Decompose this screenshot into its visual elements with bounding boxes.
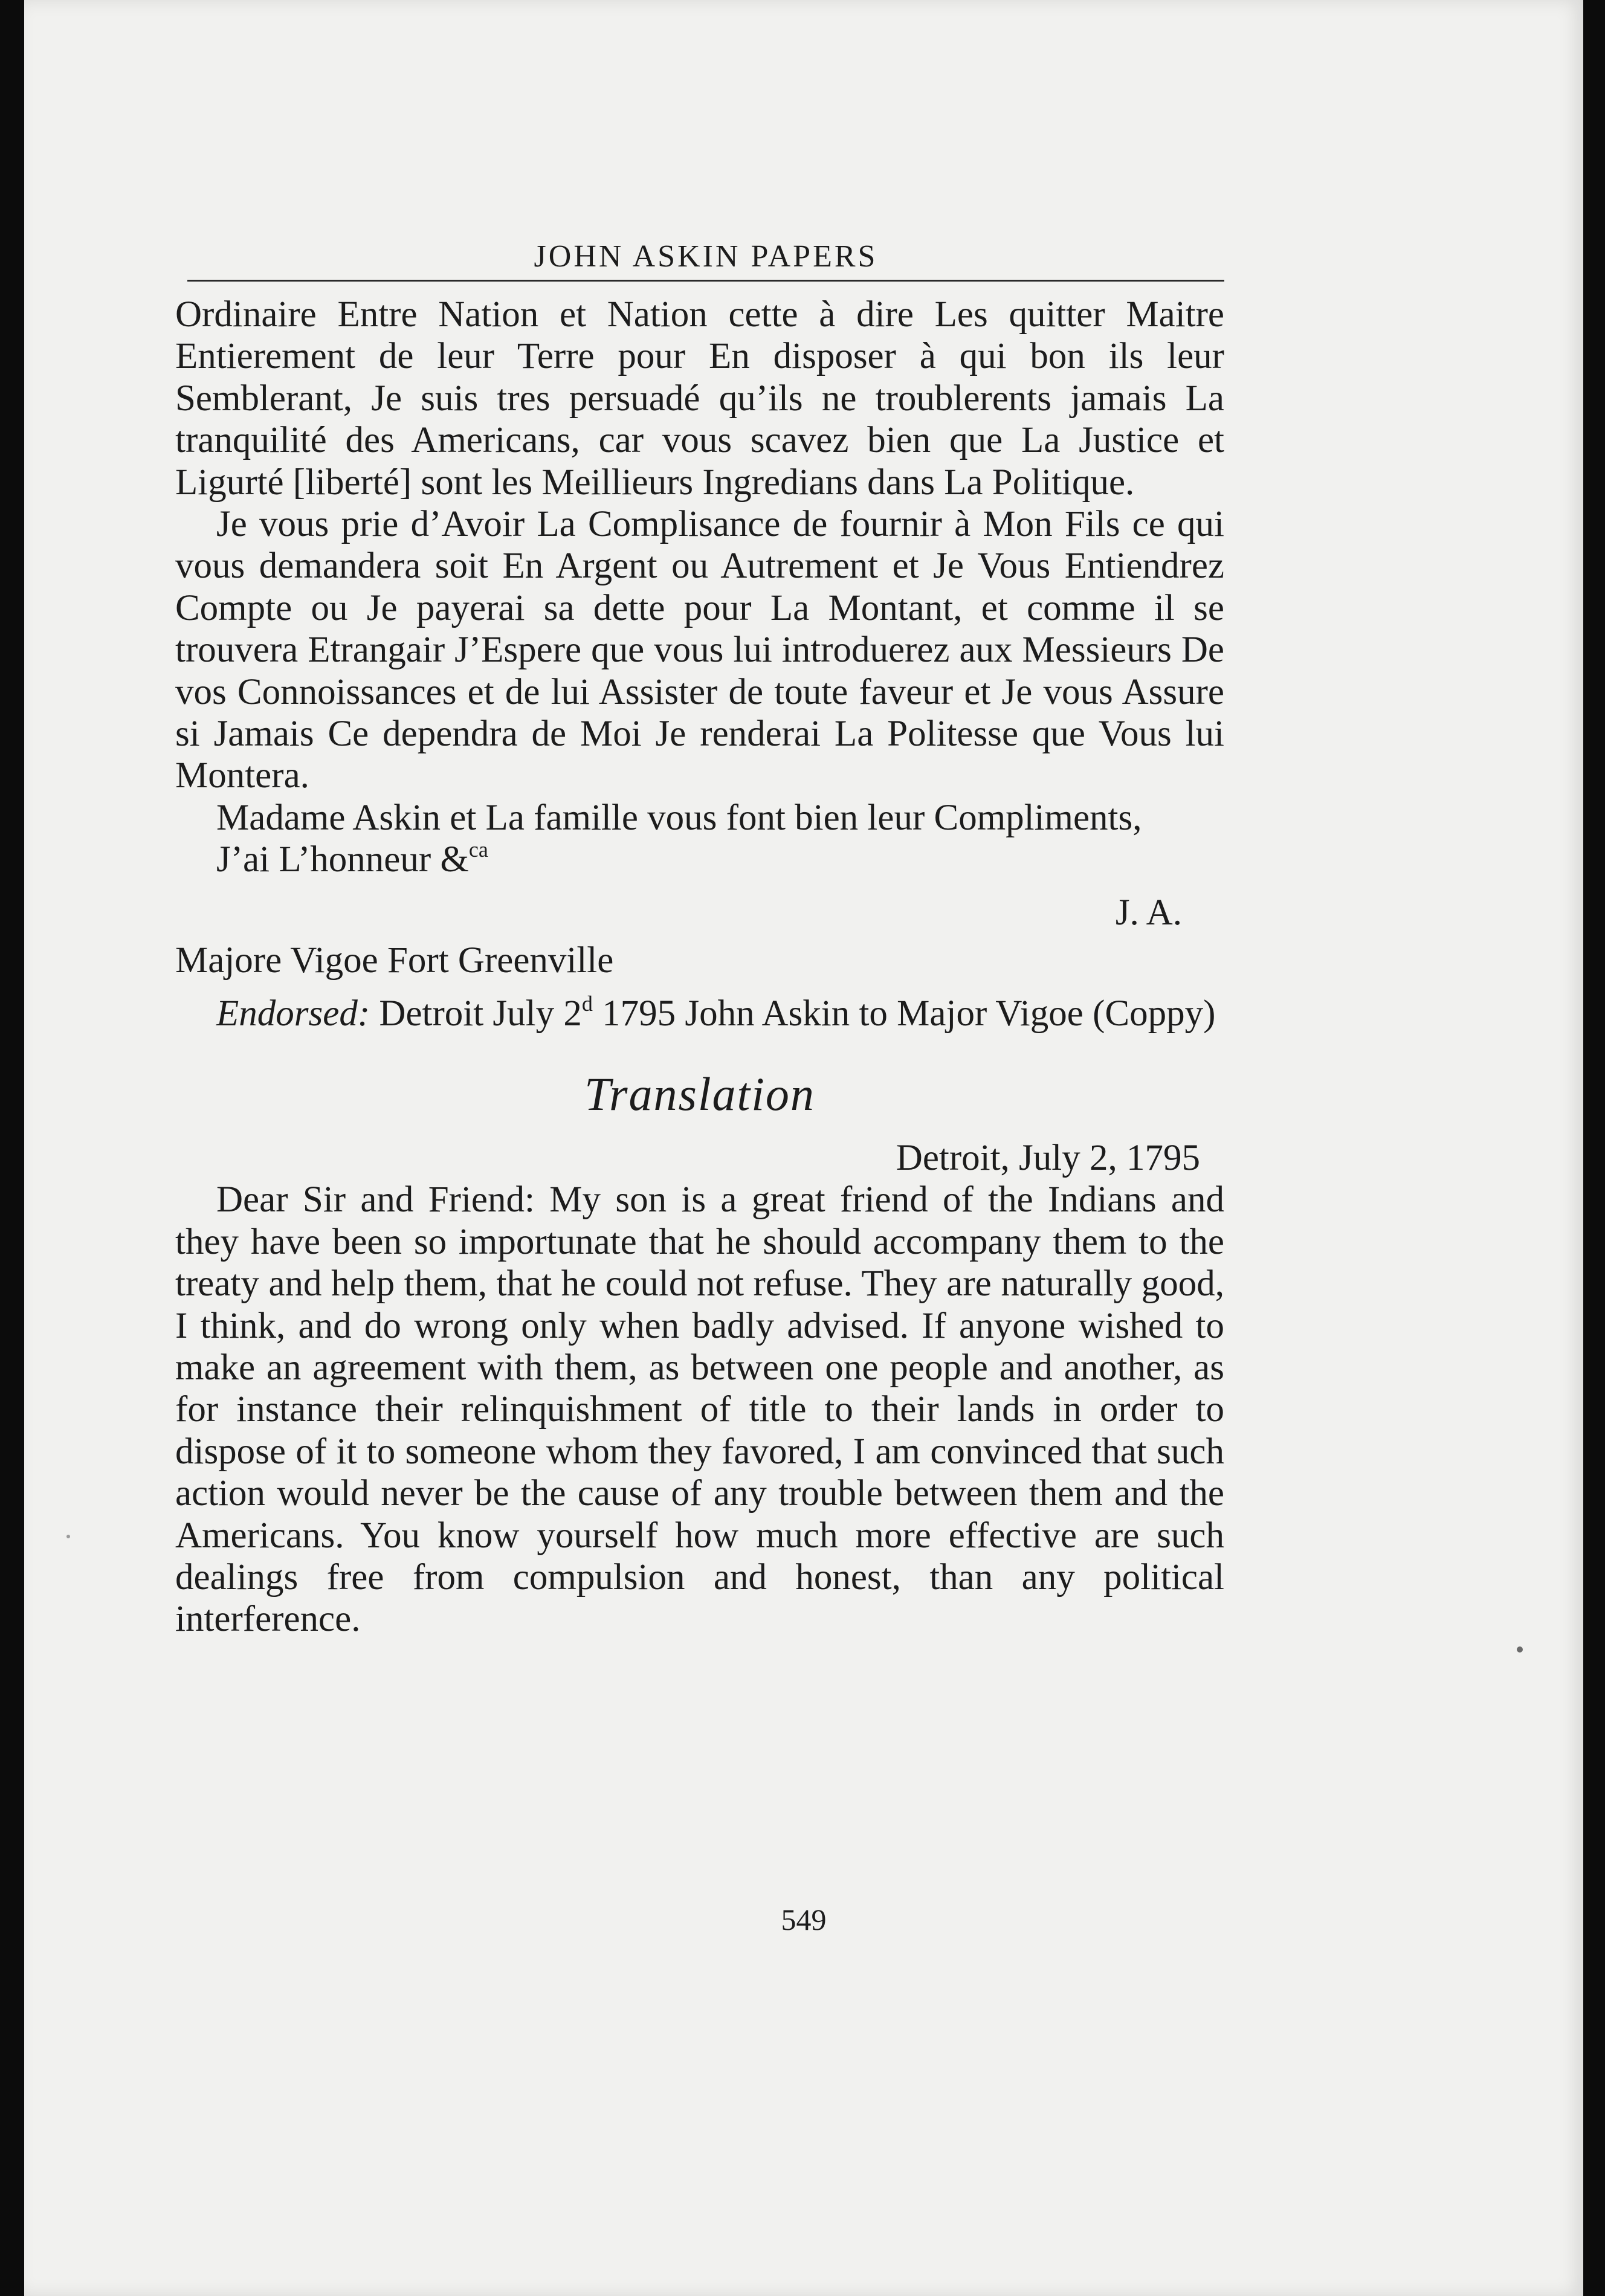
- page-body: [175, 239, 1224, 1640]
- french-paragraph: Je vous prie d’Avoir La Complisance de fournir à Mon Fils ce qui vous demandera soit En Argent ou Autrement et Je Vous Entiendrez Compte ou Je payerai sa dette pour La Montant, et comme il se trouvera Etrangair J’Espere que vous lui introduerez aux Messieurs De vos Connoissances et de lui Assister de toute faveur et Je vous Assure si Jamais Ce dependra de Moi Je renderai La Politesse que Vous lui Montera.: [175, 504, 1224, 796]
- closing-text: J’ai L’honneur &: [216, 839, 469, 880]
- paper-speck: [66, 1535, 70, 1538]
- french-paragraph: Ordinaire Entre Nation et Nation cette à dire Les quitter Maitre Entierement de leur Terre pour En disposer à qui bon ils leur Semblerant, Je suis tres persuadé qu’ils ne troublerents jamais La tranquilité des Americans, car vous scavez bien que La Justice et Ligurté [liberté] sont les Meillieurs Ingredians dans La Politique.: [175, 294, 1224, 503]
- running-head: JOHN ASKIN PAPERS: [187, 239, 1224, 282]
- dateline: Detroit, July 2, 1795: [896, 1137, 1200, 1178]
- translation-paragraph: Dear Sir and Friend: My son is a great friend of the Indians and they have been so importunate that he should accompany them to the treaty and help them, that he could not refuse. They are naturally good, I think, and do wrong only when badly advised. If anyone wished to make an agreement with them, as between one people and another, as for instance their relinquishment of title to their lands in order to dispose of it to someone whom they favored, I am convinced that such action would never be the cause of any trouble between them and the Americans. You know yourself how much more effective are such dealings free from compulsion and honest, than any political interference.: [175, 1179, 1224, 1640]
- endorsed-text-b: 1795 John Askin to Major Vigoe (Coppy): [602, 993, 1216, 1034]
- signature: J. A.: [1115, 892, 1182, 933]
- address-line: Majore Vigoe Fort Greenville: [175, 940, 614, 981]
- section-title: Translation: [584, 1067, 815, 1120]
- paper-speck: [1517, 1646, 1523, 1653]
- page-number: 549: [781, 1903, 827, 1936]
- endorsed-superscript: d: [581, 991, 593, 1016]
- letter-closing: [175, 839, 1224, 880]
- main-text: [175, 294, 1224, 1640]
- endorsed-label: Endorsed:: [216, 993, 370, 1034]
- french-paragraph: Madame Askin et La famille vous font bien leur Compliments,: [216, 797, 1142, 838]
- endorsement: [175, 993, 1224, 1034]
- book-page: [24, 0, 1583, 2296]
- closing-superscript: ca: [468, 837, 488, 862]
- endorsed-text-a: Detroit July 2: [379, 993, 582, 1034]
